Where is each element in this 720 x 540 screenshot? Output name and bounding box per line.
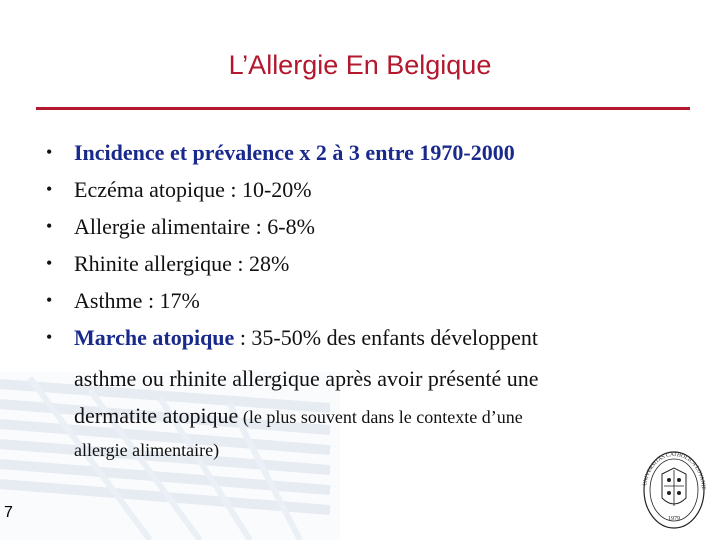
atopic-march-label: Marche atopique (74, 325, 235, 350)
bullet-incidence-text: Incidence et prévalence x 2 à 3 entre 1970-2000 (74, 140, 515, 165)
bullet-asthma (46, 282, 686, 319)
bullet-rhinitis (46, 245, 686, 282)
continuation-line-2-small: (le plus souvent dans le contexte d’une (238, 407, 523, 427)
bullet-eczema-text: Eczéma atopique : 10-20% (74, 177, 312, 202)
bullet-dot: • (46, 327, 53, 347)
bullet-food-allergy-text: Allergie alimentaire : 6-8% (74, 214, 315, 239)
bullet-asthma-text: Asthme : 17% (74, 288, 200, 313)
bullet-incidence (46, 134, 686, 171)
atopic-march-value: : 35-50% des enfants développent (234, 325, 538, 350)
seal-text: UNIVERSITAS CATHOLICA LOVANIE (642, 451, 707, 490)
continuation-line-2-main: dermatite atopique (74, 403, 239, 428)
bullet-eczema (46, 171, 686, 208)
seal-year: 1979 (668, 516, 680, 522)
bullet-atopic-march (46, 319, 686, 356)
bullet-list (46, 134, 686, 356)
bullet-dot: • (46, 253, 53, 273)
title-divider (36, 107, 690, 110)
continuation-line-1: asthme ou rhinite allergique après avoir présenté une (74, 366, 539, 391)
bullet-dot: • (46, 142, 53, 162)
bullet-dot: • (46, 290, 53, 310)
continuation-line-3: allergie alimentaire) (74, 440, 220, 460)
bullet-rhinitis-text: Rhinite allergique : 28% (74, 251, 290, 276)
bullet-food-allergy (46, 208, 686, 245)
bullet-dot: • (46, 179, 53, 199)
continuation-line-2 (74, 403, 523, 429)
slide-title: L’Allergie En Belgique (228, 50, 492, 80)
bullet-dot: • (46, 216, 53, 236)
university-seal-logo (636, 440, 712, 534)
svg-text:UNIVERSITAS CATHOLICA LOVANIEN (636, 440, 706, 491)
bullet-atopic-march-text (74, 319, 686, 356)
slide-number: 7 (4, 504, 13, 521)
